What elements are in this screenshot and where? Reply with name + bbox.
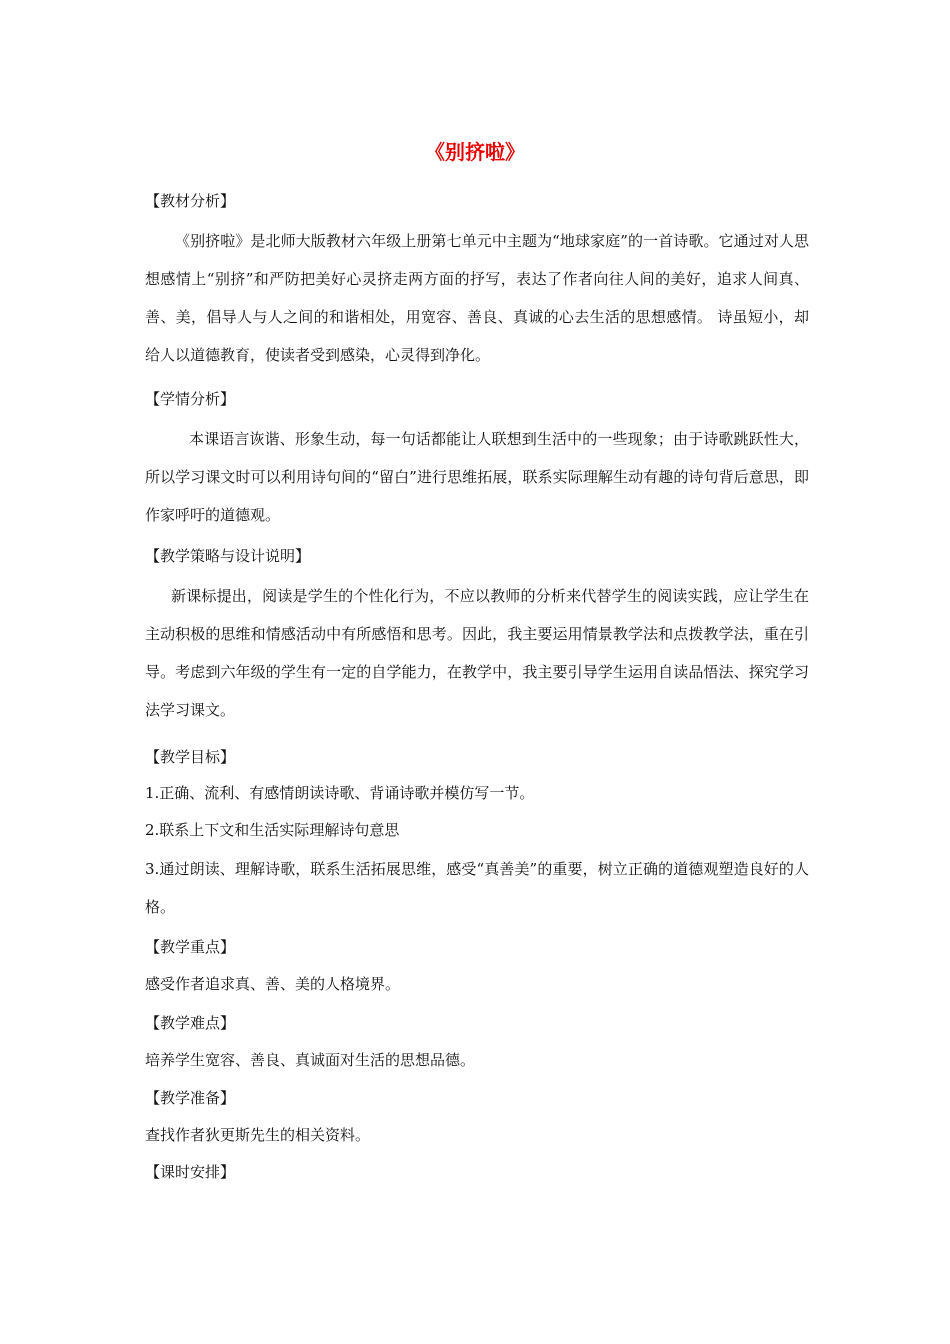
heading-goals: 【教学目标】 <box>145 748 236 766</box>
key-points-text: 感受作者追求真、善、美的人格境界。 <box>145 975 401 993</box>
paragraph-student-analysis: 本课语言诙谐、形象生动，每一句话都能让人联想到生活中的一些现象；由于诗歌跳跃性大，所以学习课文时可以利用诗句间的“留白”进行思维拓展，联系实际理解生动有趣的诗句背后意思，即作家呼吁的道德观。 <box>145 430 809 524</box>
heading-key-points: 【教学重点】 <box>145 938 236 956</box>
heading-difficulties: 【教学难点】 <box>145 1014 236 1032</box>
goal-item-2: 2.联系上下文和生活实际理解诗句意思 <box>145 821 400 839</box>
paragraph-strategy: 新课标提出，阅读是学生的个性化行为，不应以教师的分析来代替学生的阅读实践，应让学生在主动积极的思维和情感活动中有所感悟和思考。因此，我主要运用情景教学法和点拨教学法，重在引导。考虑到六年级的学生有一定的自学能力，在教学中，我主要引导学生运用自读品悟法、探究学习法学习课文。 <box>145 587 809 719</box>
document-title: 《别挤啦》 <box>425 140 525 164</box>
goal-item-3: 3.通过朗读、理解诗歌，联系生活拓展思维，感受“真善美”的重要，树立正确的道德观塑造良好的人格。 <box>145 860 809 916</box>
paragraph-textbook-analysis: 《别挤啦》是北师大版教材六年级上册第七单元中主题为“地球家庭”的一首诗歌。它通过对人思想感情上“别挤”和严防把美好心灵挤走两方面的抒写，表达了作者向往人间的美好，追求人间真、善、美，倡导人与人之间的和谐相处，用宽容、善良、真诚的心去生活的思想感情。 诗虽短小，却给人以道德教育，使读者受到感染，心灵得到净化。 <box>145 232 809 364</box>
heading-preparation: 【教学准备】 <box>145 1089 236 1107</box>
heading-student-analysis: 【学情分析】 <box>145 390 236 408</box>
preparation-text: 查找作者狄更斯先生的相关资料。 <box>145 1126 371 1144</box>
heading-textbook-analysis: 【教材分析】 <box>145 192 236 210</box>
goal-item-1: 1.正确、流利、有感情朗读诗歌、背诵诗歌并模仿写一节。 <box>145 784 535 802</box>
difficulties-text: 培养学生宽容、善良、真诚面对生活的思想品德。 <box>145 1051 476 1069</box>
heading-strategy: 【教学策略与设计说明】 <box>145 547 311 565</box>
heading-schedule: 【课时安排】 <box>145 1163 236 1181</box>
